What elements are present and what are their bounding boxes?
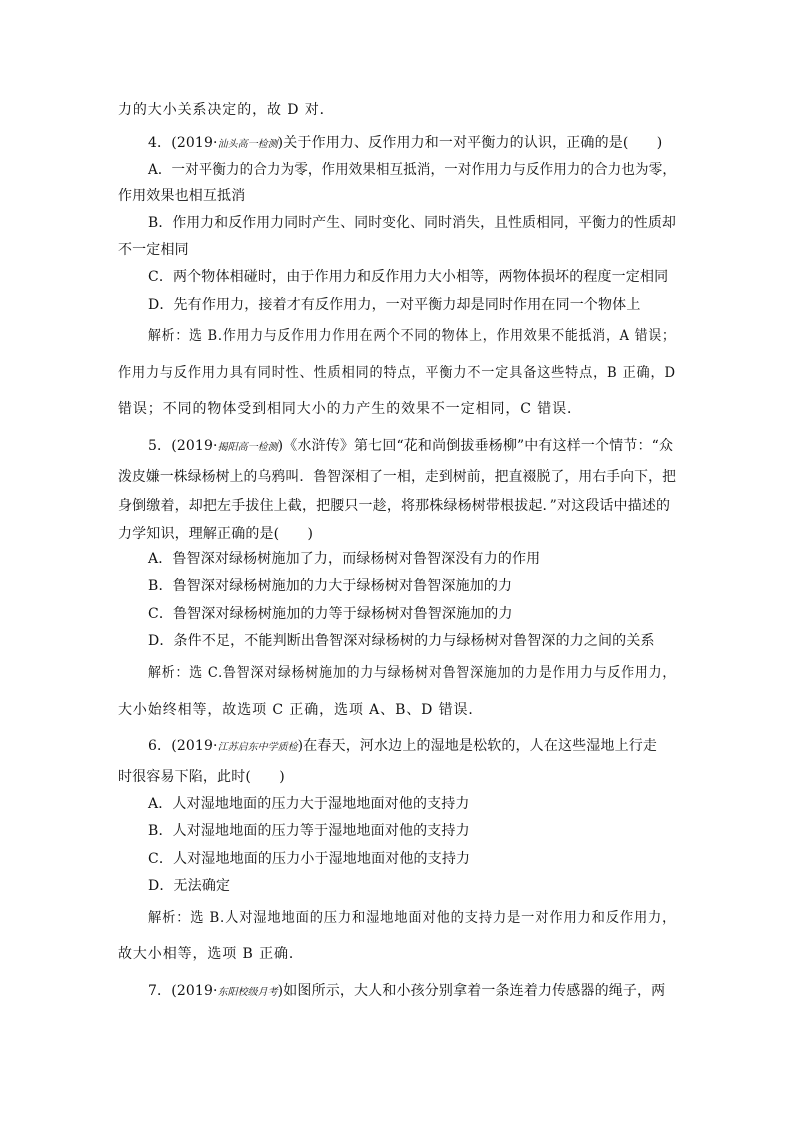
solution-4-line-3: 错误；不同的物体受到相同大小的力产生的效果不一定相同，C 错误．: [118, 401, 582, 417]
question-6-source: 江苏启东中学质检: [217, 742, 298, 753]
question-4-option-a: A．一对平衡力的合力为零，作用效果相互抵消，一对作用力与反作用力的合力也为零，: [148, 162, 676, 178]
question-5-option-b: B．鲁智深对绿杨树施加的力大于绿杨树对鲁智深施加的力: [148, 578, 513, 594]
question-5-text: )《水浒传》第七回“花和尚倒拔垂杨柳”中有这样一个情节：“众: [277, 438, 674, 454]
question-6-number: 6．(2019·: [148, 738, 218, 754]
question-7-number: 7．(2019·: [148, 983, 218, 999]
solution-5-line-2: 大小始终相等，故选项 C 正确，选项 A、B、D 错误．: [118, 702, 484, 718]
question-7-source: 东阳校级月考: [217, 987, 278, 998]
question-4-option-c: C．两个物体相碰时，由于作用力和反作用力大小相等，两物体损坏的程度一定相同: [148, 269, 669, 285]
question-4-option-b: B．作用力和反作用力同时产生、同时变化、同时消失，且性质相同，平衡力的性质却: [148, 215, 677, 231]
solution-6-line-1: 解析：选 B.人对湿地地面的压力和湿地地面对他的支持力是一对作用力和反作用力，: [148, 910, 677, 926]
solution-6-line-2: 故大小相等，选项 B 正确．: [118, 946, 304, 962]
solution-5-line-1: 解析：选 C.鲁智深对绿杨树施加的力与绿杨树对鲁智深施加的力是作用力与反作用力，: [148, 665, 677, 681]
question-4-number: 4．(2019·: [148, 135, 218, 151]
question-5-text-line-2: 泼皮嫌一株绿杨树上的乌鸦叫．鲁智深相了一相，走到树前，把直裰脱了，用右手向下，把: [118, 469, 677, 485]
question-4-option-a-cont: 作用效果也相互抵消: [118, 188, 246, 204]
question-5-source: 揭阳高一检测: [217, 442, 278, 453]
solution-4-line-1: 解析：选 B.作用力与反作用力作用在两个不同的物体上，作用效果不能抵消，A 错误；: [148, 328, 676, 344]
solution-4-line-2: 作用力与反作用力具有同时性、性质相同的特点，平衡力不一定具备这些特点，B 正确，D: [118, 365, 676, 381]
question-4-source: 汕头高一检测: [217, 139, 278, 150]
question-5-number: 5．(2019·: [148, 438, 218, 454]
question-5-option-c: C．鲁智深对绿杨树施加的力等于绿杨树对鲁智深施加的力: [148, 606, 513, 622]
question-6-option-d: D．无法确定: [148, 878, 231, 894]
question-7-text: )如图所示，大人和小孩分别拿着一条连着力传感器的绳子，两: [277, 983, 666, 999]
question-5-stem: [148, 437, 673, 457]
question-7-stem: [148, 982, 665, 1002]
question-6-option-c: C．人对湿地地面的压力小于湿地地面对他的支持力: [148, 851, 471, 867]
question-4-stem: [148, 134, 662, 154]
question-6-stem: [148, 737, 657, 757]
question-6-text-line-2: 时很容易下陷，此时( ): [118, 769, 285, 785]
question-6-option-a: A．人对湿地地面的压力大于湿地地面对他的支持力: [148, 796, 470, 812]
question-6-text: )在春天，河水边上的湿地是松软的，人在这些湿地上行走: [297, 738, 658, 754]
solution-3-end-line: 力的大小关系决定的，故 D 对．: [118, 102, 335, 118]
question-6-option-b: B．人对湿地地面的压力等于湿地地面对他的支持力: [148, 823, 470, 839]
question-5-text-line-4: 力学知识，理解正确的是( ): [118, 526, 314, 542]
question-4-option-b-cont: 不一定相同: [118, 242, 189, 258]
question-5-option-a: A．鲁智深对绿杨树施加了力，而绿杨树对鲁智深没有力的作用: [148, 551, 541, 567]
question-4-text: )关于作用力、反作用力和一对平衡力的认识，正确的是( ): [277, 135, 663, 151]
question-5-option-d: D．条件不足，不能判断出鲁智深对绿杨树的力与绿杨树对鲁智深的力之间的关系: [148, 633, 655, 649]
question-4-option-d: D．先有作用力，接着才有反作用力，一对平衡力却是同时作用在同一个物体上: [148, 297, 641, 313]
question-5-text-line-3: 身倒缴着，却把左手拔住上截，把腰只一趁，将那株绿杨树带根拔起．”对这段话中描述的: [118, 498, 671, 514]
